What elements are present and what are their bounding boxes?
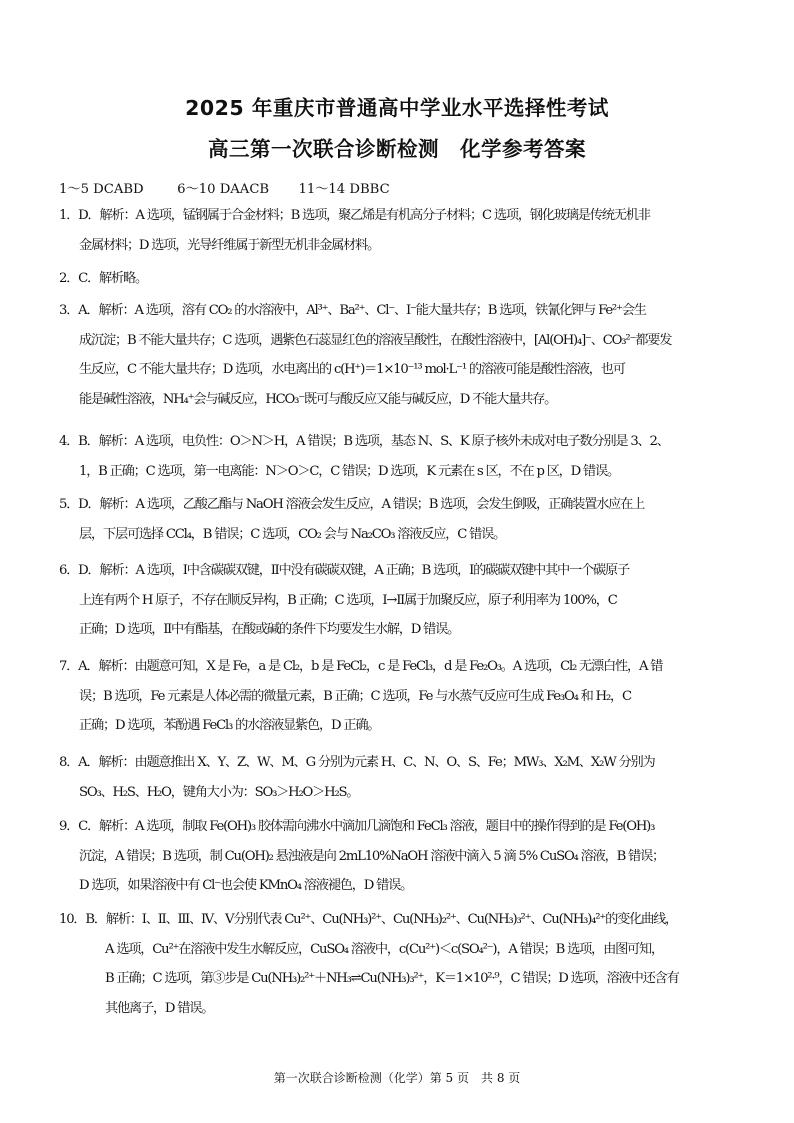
answer-explanation-7 bbox=[59, 652, 739, 741]
page-footer: 第一次联合诊断检测（化学）第 5 页 共 8 页 bbox=[273, 1071, 521, 1085]
explanation-line: 正确；D 选项，Ⅱ中有酯基，在酸或碱的条件下均要发生水解，D 错误。 bbox=[79, 622, 460, 637]
explanation-line: 金属材料；D 选项，光导纤维属于新型无机非金属材料。 bbox=[79, 237, 380, 253]
explanation-line: 其他离子，D 错误。 bbox=[105, 1000, 214, 1016]
answer-explanation-9 bbox=[59, 812, 739, 901]
answer-key: 1～5 DCABD 6～10 DAACB 11～14 DBBC bbox=[59, 182, 390, 197]
answer-explanation-5 bbox=[59, 490, 739, 549]
answer-explanation-1 bbox=[59, 201, 739, 260]
explanation-line: 10．B．解析：Ⅰ、Ⅱ、Ⅲ、Ⅳ、Ⅴ分别代表 Cu²⁺、Cu(NH₃)²⁺、Cu(NH₃)₂²⁺、Cu(NH₃)₃²⁺、Cu(NH₃)₄²⁺的变化曲线， bbox=[59, 912, 678, 927]
answer-explanation-2 bbox=[59, 264, 739, 294]
explanation-line: 3．A．解析：A 选项，溶有 CO₂ 的水溶液中，Al³⁺、Ba²⁺、Cl⁻、I⁻能大量共存；B 选项，铁氰化钾与 Fe²⁺会生 bbox=[59, 303, 646, 318]
explanation-line: SO₃、H₂S、H₂O，键角大小为：SO₃＞H₂O＞H₂S。 bbox=[79, 784, 359, 800]
explanation-line: D 选项，如果溶液中有 Cl⁻也会使 KMnO₄ 溶液褪色，D 错误。 bbox=[79, 878, 413, 893]
answer-explanation-6 bbox=[59, 556, 739, 645]
explanation-line: 6．D．解析：A 选项，Ⅰ中含碳碳双键，Ⅱ中没有碳碳双键，A 正确；B 选项，Ⅰ的碳碳双键中其中一个碳原子 bbox=[59, 563, 629, 578]
explanation-line: 8．A．解析：由题意推出 X、Y、Z、W、M、G 分别为元素 H、C、N、O、S、Fe；MW₃、X₂M、X₂W 分别为 bbox=[59, 755, 655, 770]
explanation-line: 1，B 正确；C 选项，第一电离能：N＞O＞C，C 错误；D 选项，K 元素在 s 区，不在 p 区，D 错误。 bbox=[79, 463, 620, 479]
explanation-line: 上连有两个 H 原子，不存在顺反异构，B 正确；C 选项，Ⅰ→Ⅱ属于加聚反应，原子利用率为 100%，C bbox=[79, 592, 617, 608]
explanation-line: 误；B 选项，Fe 元素是人体必需的微量元素，B 正确；C 选项，Fe 与水蒸气反应可生成 Fe₃O₄ 和 H₂，C bbox=[79, 688, 631, 704]
explanation-line: A 选项，Cu²⁺在溶液中发生水解反应，CuSO₄ 溶液中，c(Cu²⁺)＜c(SO₄²⁻)，A 错误；B 选项，由图可知， bbox=[105, 941, 664, 957]
explanation-line: 沉淀，A 错误；B 选项，制 Cu(OH)₂ 悬浊液是向 2mL10%NaOH 溶液中滴入 5 滴 5% CuSO₄ 溶液，B 错误； bbox=[79, 848, 665, 864]
answer-explanation-4 bbox=[59, 427, 739, 486]
explanation-line: 层，下层可选择 CCl₄，B 错误；C 选项，CO₂ 会与 Na₂CO₃ 溶液反应，C 错误。 bbox=[79, 526, 506, 542]
explanation-line: B 正确；C 选项，第③步是 Cu(NH₃)₂²⁺＋NH₃⇌Cu(NH₃)₃²⁺，K＝1×10²·⁹，C 错误；D 选项，溶液中还含有 bbox=[105, 971, 679, 986]
explanation-line: 2．C．解析略。 bbox=[59, 271, 148, 286]
answer-explanation-10 bbox=[59, 905, 739, 1023]
explanation-line: 4．B．解析：A 选项，电负性：O＞N＞H，A 错误；B 选项，基态 N、S、K 原子核外未成对电子数分别是 3、2、 bbox=[59, 434, 669, 449]
explanation-line: 1．D．解析：A 选项，锰钢属于合金材料；B 选项，聚乙烯是有机高分子材料；C 选项，钢化玻璃是传统无机非 bbox=[59, 208, 650, 223]
explanation-line: 生反应，C 不能大量共存；D 选项，水电离出的 c(H⁺)＝1×10⁻¹³ mol·L⁻¹ 的溶液可能是酸性溶液，也可 bbox=[79, 362, 625, 377]
explanation-line: 9．C．解析：A 选项，制取 Fe(OH)₃ 胶体需向沸水中滴加几滴饱和 FeCl₃ 溶液，题目中的操作得到的是 Fe(OH)₃ bbox=[59, 819, 655, 834]
answer-explanation-8 bbox=[59, 748, 739, 807]
explanation-line: 成沉淀；B 不能大量共存；C 选项，遇紫色石蕊显红色的溶液呈酸性，在酸性溶液中，[Al(OH)₄]⁻、CO₃²⁻都要发 bbox=[79, 332, 672, 348]
explanation-line: 7．A．解析：由题意可知，X 是 Fe，a 是 Cl₂，b 是 FeCl₂，c 是 FeCl₃，d 是 Fe₂O₃。A 选项，Cl₂ 无漂白性，A 错 bbox=[59, 659, 663, 674]
answer-explanation-3 bbox=[59, 296, 739, 414]
explanation-line: 正确；D 选项，苯酚遇 FeCl₃ 的水溶液显紫色，D 正确。 bbox=[79, 718, 380, 733]
explanation-line: 5．D．解析：A 选项，乙酸乙酯与 NaOH 溶液会发生反应，A 错误；B 选项，会发生倒吸，正确装置水应在上 bbox=[59, 497, 645, 512]
explanation-line: 能是碱性溶液，NH₄⁺会与碱反应，HCO₃⁻既可与酸反应又能与碱反应，D 不能大量共存。 bbox=[79, 391, 557, 407]
document-title: 2025 年重庆市普通高中学业水平选择性考试 bbox=[185, 96, 609, 120]
document-subtitle: 高三第一次联合诊断检测 化学参考答案 bbox=[208, 137, 586, 161]
